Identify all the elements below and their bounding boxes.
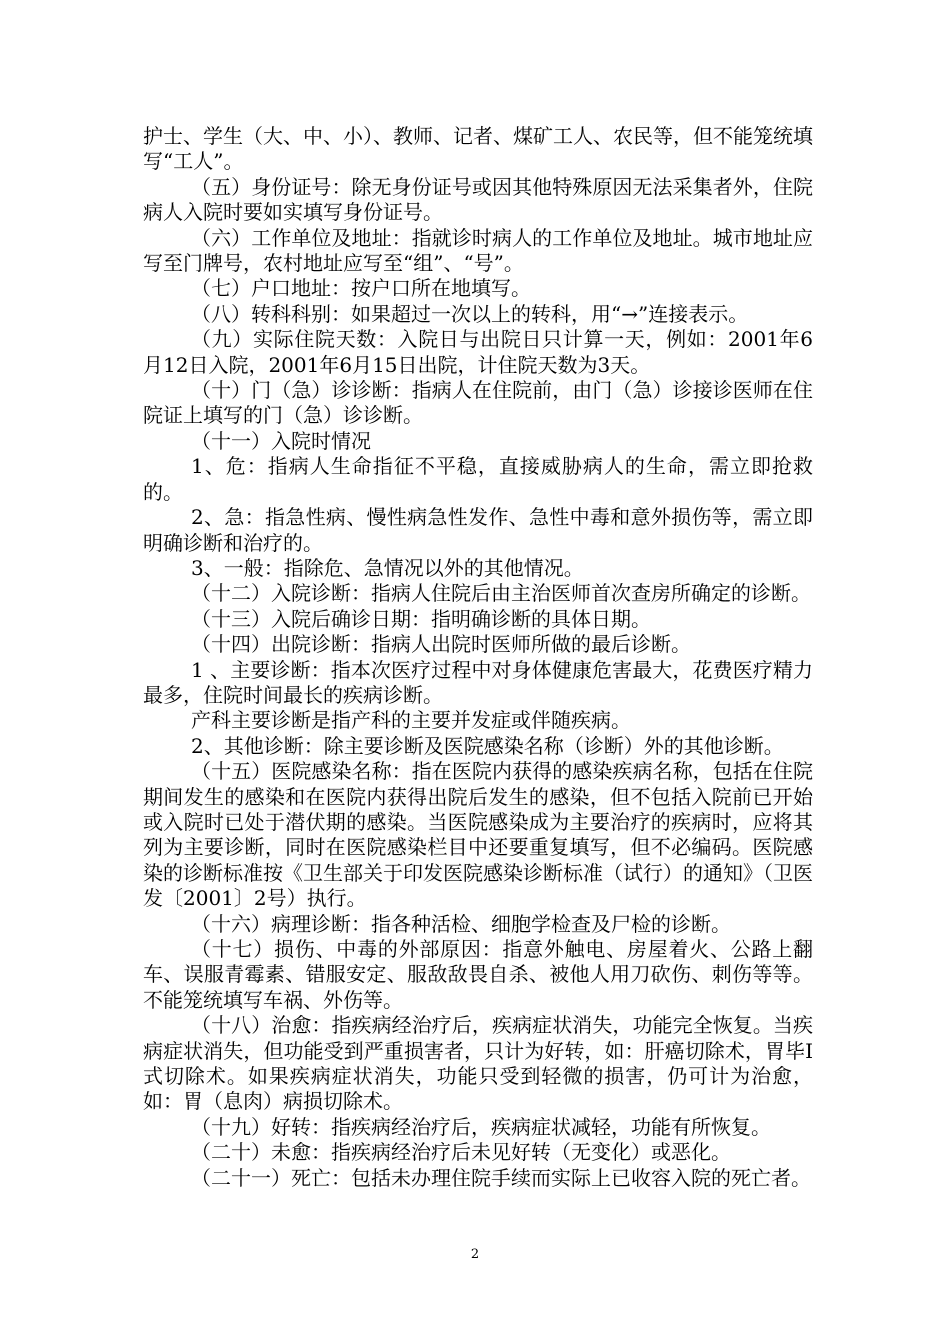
paragraph-outpatient-diagnosis: （十）门（急）诊诊断：指病人在住院前，由门（急）诊接诊医师在住院证上填写的门（急）诊诊断。 [143,378,813,428]
document-body [143,124,813,1191]
paragraph-death: （二十一）死亡：包括未办理住院手续而实际上已收容入院的死亡者。 [191,1165,811,1190]
paragraph-pathology-diagnosis: （十六）病理诊断：指各种活检、细胞学检查及尸检的诊断。 [191,911,731,936]
paragraph-discharge-diagnosis: （十四）出院诊断：指病人出院时医师所做的最后诊断。 [191,632,691,657]
paragraph-general: 3、一般：指除危、急情况以外的其他情况。 [191,555,584,580]
paragraph-main-diagnosis: 1 、主要诊断：指本次医疗过程中对身体健康危害最大，花费医疗精力最多，住院时间最长的疾病诊断。 [143,657,813,707]
paragraph-not-cured: （二十）未愈：指疾病经治疗后未见好转（无变化）或恶化。 [191,1140,731,1165]
paragraph-hospital-infection: （十五）医院感染名称：指在医院内获得的感染疾病名称，包括在住院期间发生的感染和在医院内获得出院后发生的感染，但不包括入院前已开始或入院时已处于潜伏期的感染。当医院感染成为主要治疗的疾病时，应将其列为主要诊断，同时在医院感染栏目中还要重复填写，但不必编码。医院感染的诊断标准按《卫生部关于印发医院感染诊断标准（试行）的通知》（卫医发〔2001〕2号）执行。 [143,759,813,911]
paragraph-department-transfer: （八）转科科别：如果超过一次以上的转科，用“→”连接表示。 [191,301,749,326]
paragraph-cured: （十八）治愈：指疾病经治疗后，疾病症状消失，功能完全恢复。当疾病症状消失，但功能受到严重损害者，只计为好转，如：肝癌切除术，胃毕Ⅰ式切除术。如果疾病症状消失，功能只受到轻微的损害，仍可计为治愈，如：胃（息肉）病损切除术。 [143,1013,813,1114]
page-number: 2 [470,1247,480,1262]
paragraph-admission-diagnosis: （十二）入院诊断：指病人住院后由主治医师首次查房所确定的诊断。 [191,581,811,606]
paragraph-obstetric-diagnosis: 产科主要诊断是指产科的主要并发症或伴随疾病。 [191,708,631,733]
paragraph-household-address: （七）户口地址：按户口所在地填写。 [191,276,531,301]
paragraph-work-address: （六）工作单位及地址：指就诊时病人的工作单位及地址。城市地址应写至门牌号，农村地址应写至“组”、“号”。 [143,225,813,276]
paragraph-occupation-continued: 护士、学生（大、中、小）、教师、记者、煤矿工人、农民等，但不能笼统填写“工人”。 [143,124,813,174]
paragraph-id-number: （五）身份证号：除无身份证号或因其他特殊原因无法采集者外，住院病人入院时要如实填写身份证号。 [143,174,813,225]
paragraph-critical: 1、危：指病人生命指征不平稳，直接威胁病人的生命，需立即抢救的。 [143,454,813,504]
paragraph-external-cause: （十七）损伤、中毒的外部原因：指意外触电、房屋着火、公路上翻车、误服青霉素、错服安定、服敌敌畏自杀、被他人用刀砍伤、刺伤等等。不能笼统填写车祸、外伤等。 [143,937,813,1012]
paragraph-improved: （十九）好转：指疾病经治疗后，疾病症状减轻，功能有所恢复。 [191,1114,771,1139]
paragraph-urgent: 2、急：指急性病、慢性病急性发作、急性中毒和意外损伤等，需立即明确诊断和治疗的。 [143,505,813,555]
paragraph-admission-condition: （十一）入院时情况 [191,428,371,453]
paragraph-hospital-days: （九）实际住院天数：入院日与出院日只计算一天，例如：2001年6月12日入院，2001年6月15日出院，计住院天数为3天。 [143,327,813,377]
paragraph-confirmation-date: （十三）入院后确诊日期：指明确诊断的具体日期。 [191,606,651,631]
paragraph-other-diagnosis: 2、其他诊断：除主要诊断及医院感染名称（诊断）外的其他诊断。 [191,733,784,758]
